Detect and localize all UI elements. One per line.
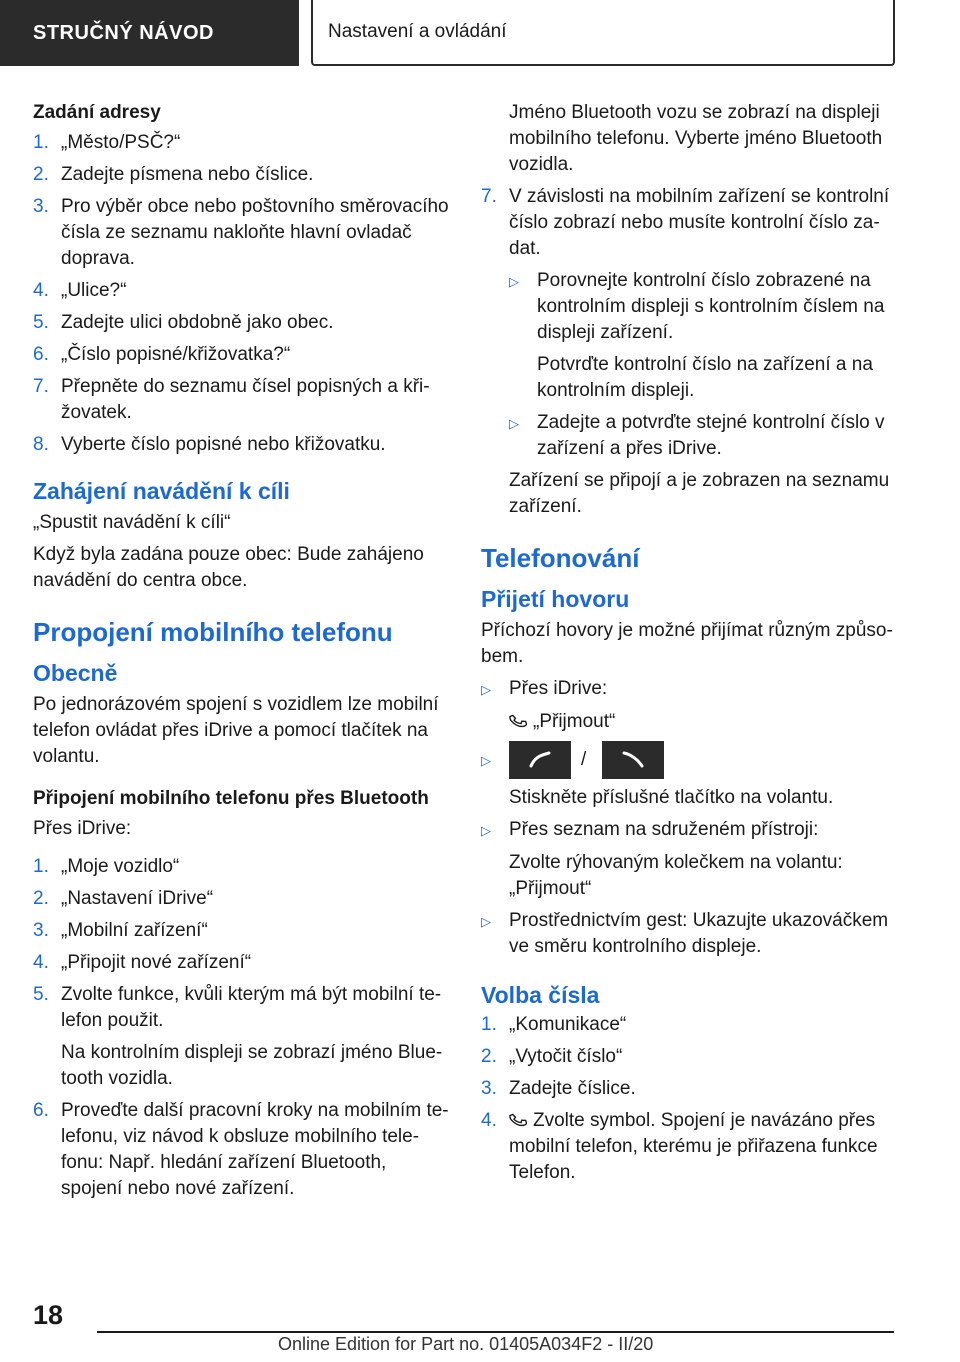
triangle-bullet-icon: ▷ <box>481 752 491 768</box>
bullet-item: ▷ Porovnejte kontrolní číslo zobrazené na kontrolním displeji s kontrolním číslem na displeji zařízení. <box>509 268 901 346</box>
general-heading: Obecně <box>33 660 118 686</box>
list-item: 6. „Číslo popisné/křižovatka?“ <box>33 344 291 365</box>
paragraph: Přes iDrive: <box>33 818 132 839</box>
list-item: 6. Proveďte další pracovní kroky na mobilním telefonu, viz návod k obsluze mobilního telefonu: Např. hledání zařízení Bluetooth, spojení nebo nové zařízení. <box>33 1100 449 1199</box>
bullet-item: ▷ Zadejte a potvrďte stejné kontrolní číslo v zařízení a přes iDrive. <box>509 410 901 462</box>
paragraph: Po jednorázovém spojení s vozidlem lze mobilní telefon ovládat přes iDrive a pomocí tlačítek na volantu. <box>33 694 439 767</box>
bluetooth-heading: Připojení mobilního telefonu přes Bluetooth <box>33 788 429 809</box>
paragraph: Příchozí hovory je možné přijímat různým způsobem. <box>481 620 893 667</box>
list-item: 3. „Mobilní zařízení“ <box>33 920 208 941</box>
list-item: 4. Zvolte symbol. Spojení je navázáno přes mobilní telefon, kterému je přiřazena funkce Telefon. <box>481 1110 878 1183</box>
paragraph: Zařízení se připojí a je zobrazen na seznamu zařízení. <box>509 470 890 517</box>
phone-icon <box>621 749 645 771</box>
triangle-bullet-icon: ▷ <box>509 416 519 431</box>
list-item: 8. Vyberte číslo popisné nebo křižovatku. <box>33 434 386 455</box>
list-item: 1. „Moje vozidlo“ <box>33 856 180 877</box>
list-item: 5. Zvolte funkce, kvůli kterým má být mobilní telefon použit. <box>33 984 442 1031</box>
accept-call-button-image <box>509 741 571 779</box>
triangle-bullet-icon: ▷ <box>481 914 491 929</box>
footer-divider <box>97 1331 894 1333</box>
bullet-note: Potvrďte kontrolní číslo na zařízení a na kontrolním displeji. <box>537 354 873 401</box>
address-steps-list <box>33 130 451 458</box>
list-item: 7. Přepněte do seznamu čísel popisných a křižovatek. <box>33 376 430 423</box>
bluetooth-steps-list <box>33 854 451 1202</box>
list-item: 5. Zadejte ulici obdobně jako obec. <box>33 312 334 333</box>
end-call-button-image <box>602 741 664 779</box>
list-item: 2. Zadejte písmena nebo číslice. <box>33 164 314 185</box>
right-column <box>481 100 901 1192</box>
address-heading: Zadání adresy <box>33 102 161 123</box>
section-title: Nastavení a ovládání <box>311 0 895 66</box>
list-item: 3. Pro výběr obce nebo poštovního směrovacího čísla ze seznamu nakloňte hlavní ovladač doprava. <box>33 196 449 269</box>
footer-edition: Online Edition for Part no. 01405A034F2 - II/20 <box>278 1334 654 1354</box>
triangle-bullet-icon: ▷ <box>509 274 519 289</box>
phone-icon <box>528 749 552 771</box>
chapter-tab: STRUČNÝ NÁVOD <box>0 0 299 66</box>
phone-icon <box>509 1111 527 1129</box>
dial-heading: Volba čísla <box>481 982 600 1008</box>
list-item: 2. „Vytočit číslo“ <box>481 1046 623 1067</box>
bullet-note: Stiskněte příslušné tlačítko na volantu. <box>509 787 834 808</box>
bullet-item: ▷ Přes seznam na sdruženém přístroji: <box>481 817 901 844</box>
bullet-item: ▷ / <box>481 741 901 779</box>
list-item: 1. „Komunikace“ <box>481 1014 627 1035</box>
paragraph: Jméno Bluetooth vozu se zobrazí na displeji mobilního telefonu. Vyberte jméno Bluetooth vozidla. <box>509 102 883 175</box>
phone-heading: Telefonování <box>481 543 640 573</box>
paragraph: „Spustit navádění k cíli“ <box>33 512 231 533</box>
dial-steps-list <box>481 1012 901 1186</box>
list-item: 7. V závislosti na mobilním zařízení se kontrolní číslo zobrazí nebo musíte kontrolní číslo zadat. <box>481 186 890 259</box>
bullet-note: „Přijmout“ <box>509 709 901 735</box>
bullet-item: ▷ Prostřednictvím gest: Ukazujte ukazováčkem ve směru kontrolního displeje. <box>481 908 901 960</box>
triangle-bullet-icon: ▷ <box>481 823 491 838</box>
step-note: Na kontrolním displeji se zobrazí jméno Bluetooth vozidla. <box>61 1042 443 1089</box>
bullet-note: Zvolte rýhovaným kolečkem na volantu: „Přijmout“ <box>509 852 843 899</box>
left-column <box>33 100 451 1208</box>
phone-icon <box>509 712 527 730</box>
page-number: 18 <box>33 1300 64 1330</box>
connect-heading: Propojení mobilního telefonu <box>33 617 393 647</box>
list-item: 4. „Ulice?“ <box>33 280 127 301</box>
list-item: 3. Zadejte číslice. <box>481 1078 636 1099</box>
guidance-heading: Zahájení navádění k cíli <box>33 478 290 504</box>
accept-heading: Přijetí hovoru <box>481 586 630 612</box>
bullet-item: ▷ Přes iDrive: <box>481 676 901 703</box>
list-item: 4. „Připojit nové zařízení“ <box>33 952 252 973</box>
triangle-bullet-icon: ▷ <box>481 682 491 697</box>
page-header <box>0 0 960 66</box>
list-item: 2. „Nastavení iDrive“ <box>33 888 214 909</box>
paragraph: Když byla zadána pouze obec: Bude zahájeno navádění do centra obce. <box>33 544 424 591</box>
list-item: 1. „Město/PSČ?“ <box>33 132 181 153</box>
